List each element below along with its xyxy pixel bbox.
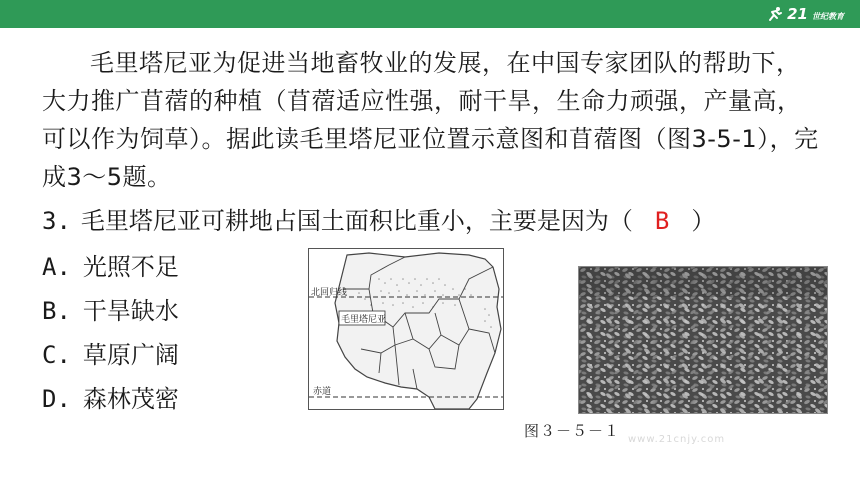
logo-subtext: 世纪教育 (812, 12, 844, 21)
option-d[interactable] (42, 380, 179, 418)
option-letter: B. (42, 297, 71, 325)
option-a[interactable] (42, 248, 179, 286)
option-text: 森林茂密 (82, 385, 179, 413)
header-bar (0, 0, 860, 28)
runner-logo-icon (767, 6, 783, 22)
option-text: 草原广阔 (82, 341, 179, 369)
logo-text: 21 (787, 5, 808, 23)
answer-key: B (654, 207, 670, 235)
option-letter: A. (42, 253, 71, 281)
option-letter: C. (42, 341, 71, 369)
watermark-text: www.21cnjy.com (628, 434, 726, 445)
option-text: 干旱缺水 (82, 297, 179, 325)
brand-logo (767, 3, 844, 25)
question-stem: 毛里塔尼亚可耕地占国土面积比重小，主要是因为 (80, 207, 609, 235)
map-label-tropic: 北回归线 (311, 288, 348, 298)
option-letter: D. (42, 385, 71, 413)
option-text: 光照不足 (82, 253, 179, 281)
answer-bracket-open: （ (608, 207, 633, 235)
map-label-country: 毛里塔尼亚 (341, 315, 387, 325)
figure-caption: 图３－５－１ (524, 422, 621, 440)
question-number: 3. (42, 207, 71, 235)
map-label-equator: 赤道 (313, 387, 332, 397)
answer-bracket-close: ） (691, 207, 716, 235)
question-passage: 毛里塔尼亚为促进当地畜牧业的发展，在中国专家团队的帮助下，大力推广苜蓿的种植（苜蓿适应性强，耐干旱，生命力顽强，产量高，可以作为饲草）。据此读毛里塔尼亚位置示意图和苜蓿图（图3-5-1），完成3～5题。 (42, 49, 819, 191)
option-c[interactable] (42, 336, 179, 374)
alfalfa-foliage-image (579, 267, 827, 413)
mauritania-location-map (308, 248, 504, 410)
question-stem-line (42, 202, 832, 240)
option-b[interactable] (42, 292, 179, 330)
alfalfa-photo (578, 266, 828, 414)
